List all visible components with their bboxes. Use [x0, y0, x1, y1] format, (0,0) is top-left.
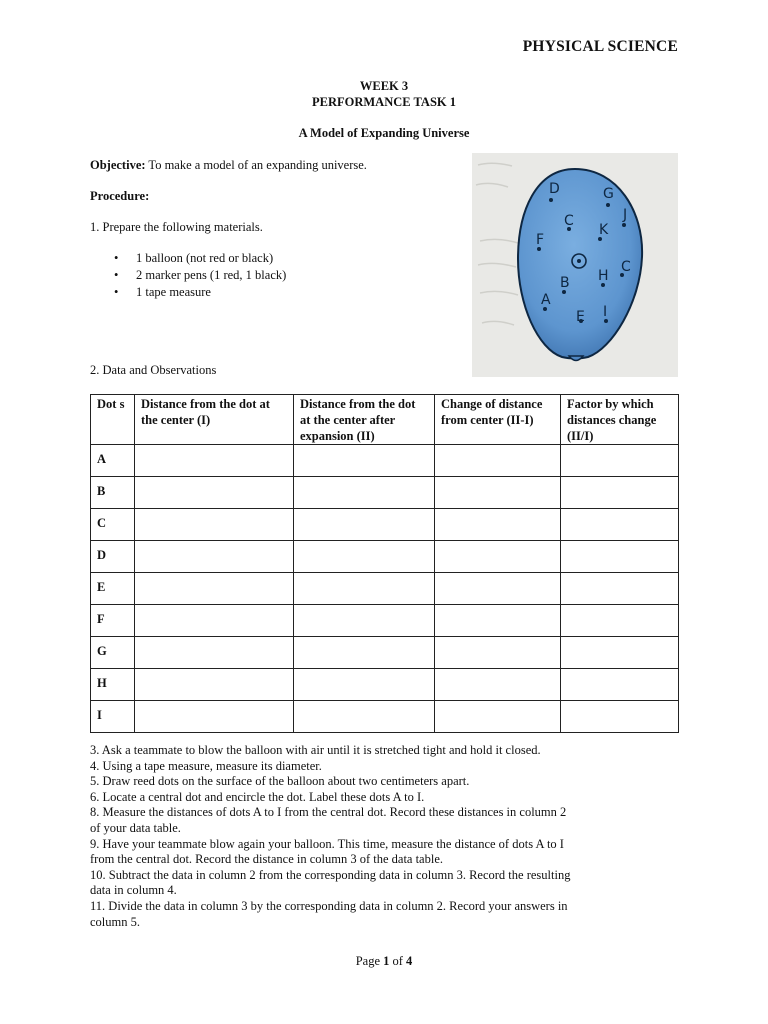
step-line: 8. Measure the distances of dots A to I from the central dot. Record these distances in column 2 [90, 805, 567, 820]
balloon-label: H [598, 268, 609, 284]
cell-distance-after[interactable] [294, 669, 435, 701]
subject-header: PHYSICAL SCIENCE [522, 38, 678, 55]
balloon-figure [472, 153, 678, 377]
table-row [91, 541, 679, 573]
col-header-distance-after: Distance from the dot at the center after expansion (II) [294, 395, 435, 445]
page-current: 1 [383, 954, 390, 968]
cell-factor[interactable] [561, 573, 679, 605]
balloon-dot [622, 223, 626, 227]
page-of-word: of [389, 954, 407, 968]
balloon-dot [606, 203, 610, 207]
table-body [91, 445, 679, 733]
row-dot-label: E [91, 573, 135, 605]
balloon-label: F [536, 232, 545, 248]
cell-factor[interactable] [561, 701, 679, 733]
cell-factor[interactable] [561, 477, 679, 509]
step-line: 5. Draw reed dots on the surface of the balloon about two centimeters apart. [90, 774, 470, 789]
step-line: data in column 4. [90, 883, 177, 898]
balloon-label: E [576, 309, 585, 325]
cell-distance-before[interactable] [135, 669, 294, 701]
cell-distance-after[interactable] [294, 541, 435, 573]
table-row [91, 605, 679, 637]
balloon-label: K [599, 222, 609, 238]
table-row [91, 637, 679, 669]
objective-label: Objective: [90, 158, 146, 172]
balloon-label: I [603, 304, 608, 320]
balloon-label: J [623, 207, 628, 223]
cell-factor[interactable] [561, 445, 679, 477]
step-line: 6. Locate a central dot and encircle the dot. Label these dots A to I. [90, 789, 425, 804]
step-line: 9. Have your teammate blow again your balloon. This time, measure the distance of dots A to I [90, 836, 564, 851]
cell-distance-after[interactable] [294, 509, 435, 541]
cell-distance-before[interactable] [135, 637, 294, 669]
table-row [91, 509, 679, 541]
cell-distance-after[interactable] [294, 477, 435, 509]
step-line: 10. Subtract the data in column 2 from the corresponding data in column 3. Record the resulting [90, 867, 571, 882]
materials-list [100, 250, 286, 301]
col-header-distance-before: Distance from the dot at the center (I) [135, 395, 294, 445]
row-dot-label: A [91, 445, 135, 477]
cell-change[interactable] [435, 701, 561, 733]
col-header-factor: Factor by which distances change (II/I) [561, 395, 679, 445]
cell-factor[interactable] [561, 605, 679, 637]
step-2: 2. Data and Observations [90, 363, 217, 377]
balloon-label: G [603, 186, 614, 202]
table-row [91, 701, 679, 733]
procedure-label: Procedure: [90, 189, 150, 203]
cell-distance-after[interactable] [294, 701, 435, 733]
page-total: 4 [406, 954, 413, 968]
cell-factor[interactable] [561, 637, 679, 669]
table-row [91, 477, 679, 509]
document-title: A Model of Expanding Universe [298, 126, 470, 140]
balloon-label: C [564, 213, 574, 229]
table-header-row [91, 395, 679, 445]
cell-change[interactable] [435, 605, 561, 637]
col-header-dots: Dot s [91, 395, 135, 445]
balloon-label: C [621, 259, 631, 275]
table-row [91, 669, 679, 701]
cell-change[interactable] [435, 637, 561, 669]
cell-change[interactable] [435, 477, 561, 509]
balloon-label: D [549, 181, 560, 197]
row-dot-label: B [91, 477, 135, 509]
table-row [91, 573, 679, 605]
cell-distance-before[interactable] [135, 541, 294, 573]
material-item: • 1 balloon (not red or black) [136, 250, 286, 267]
cell-change[interactable] [435, 669, 561, 701]
table-row [91, 445, 679, 477]
row-dot-label: H [91, 669, 135, 701]
cell-distance-before[interactable] [135, 573, 294, 605]
step-line: of your data table. [90, 820, 181, 835]
cell-change[interactable] [435, 541, 561, 573]
objective-text: To make a model of an expanding universe. [145, 158, 367, 172]
balloon-label: B [560, 275, 570, 291]
step-line: 11. Divide the data in column 3 by the corresponding data in column 2. Record your answers in [90, 898, 568, 913]
cell-distance-before[interactable] [135, 509, 294, 541]
step-1: 1. Prepare the following materials. [90, 220, 263, 234]
cell-distance-after[interactable] [294, 605, 435, 637]
cell-distance-after[interactable] [294, 637, 435, 669]
step-line: 3. Ask a teammate to blow the balloon with air until it is stretched tight and hold it closed. [90, 743, 541, 757]
material-item: • 1 tape measure [136, 284, 286, 301]
row-dot-label: C [91, 509, 135, 541]
week-title: WEEK 3 [359, 79, 409, 93]
balloon-label: A [541, 292, 551, 308]
cell-change[interactable] [435, 445, 561, 477]
cell-distance-after[interactable] [294, 445, 435, 477]
cell-distance-before[interactable] [135, 477, 294, 509]
cell-distance-after[interactable] [294, 573, 435, 605]
cell-change[interactable] [435, 573, 561, 605]
cell-factor[interactable] [561, 509, 679, 541]
cell-factor[interactable] [561, 541, 679, 573]
procedure-steps [90, 743, 680, 930]
step-line: 4. Using a tape measure, measure its diameter. [90, 758, 322, 773]
data-table [90, 394, 679, 733]
row-dot-label: G [91, 637, 135, 669]
balloon-dot [549, 198, 553, 202]
cell-factor[interactable] [561, 669, 679, 701]
cell-distance-before[interactable] [135, 445, 294, 477]
cell-distance-before[interactable] [135, 701, 294, 733]
cell-change[interactable] [435, 509, 561, 541]
page-word: Page [355, 954, 384, 968]
row-dot-label: I [91, 701, 135, 733]
balloon-figure-svg [472, 153, 678, 377]
material-item: • 2 marker pens (1 red, 1 black) [136, 267, 286, 284]
objective-line [90, 158, 367, 173]
cell-distance-before[interactable] [135, 605, 294, 637]
page-footer [0, 954, 768, 969]
task-title: PERFORMANCE TASK 1 [312, 95, 456, 109]
row-dot-label: F [91, 605, 135, 637]
step-line: from the central dot. Record the distance in column 3 of the data table. [90, 852, 444, 867]
row-dot-label: D [91, 541, 135, 573]
central-dot [577, 259, 581, 263]
step-line: column 5. [90, 914, 140, 929]
col-header-change: Change of distance from center (II-I) [435, 395, 561, 445]
